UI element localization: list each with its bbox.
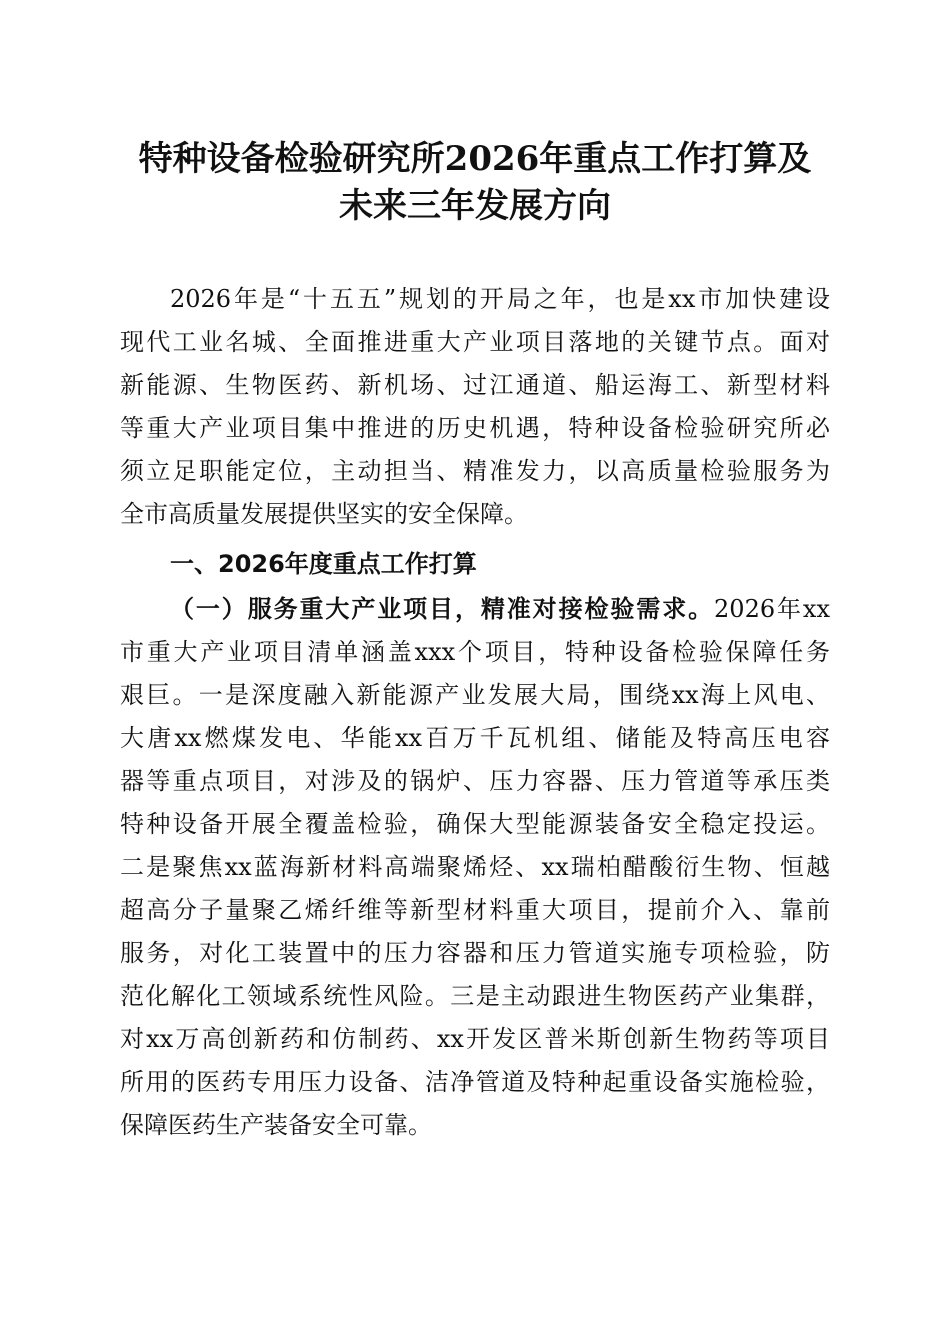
subsection-lead-rest: 2026年xx	[714, 595, 830, 623]
subsection-paragraph-line: 保障医药生产装备安全可靠。	[120, 1111, 432, 1139]
intro-paragraph-line: 全市高质量发展提供坚实的安全保障。	[120, 500, 528, 528]
intro-paragraph-line: 新能源、生物医药、新机场、过江通道、船运海工、新型材料	[120, 371, 830, 399]
intro-paragraph-line: 须立足职能定位，主动担当、精准发力，以高质量检验服务为	[120, 457, 830, 485]
subsection-paragraph-line: 服务，对化工装置中的压力容器和压力管道实施专项检验，防	[120, 939, 830, 967]
subsection-paragraph-line: 器等重点项目，对涉及的锅炉、压力容器、压力管道等承压类	[120, 767, 830, 795]
document-title-line-1: 特种设备检验研究所2026年重点工作打算及	[138, 139, 812, 179]
subsection-paragraph-line: 特种设备开展全覆盖检验，确保大型能源装备安全稳定投运。	[120, 810, 830, 838]
intro-paragraph-line: 现代工业名城、全面推进重大产业项目落地的关键节点。面对	[120, 328, 830, 356]
section-heading: 一、2026年度重点工作打算	[170, 550, 477, 578]
subsection-lead: （一）服务重大产业项目，精准对接检验需求。	[170, 594, 715, 623]
subsection-paragraph-line: 二是聚焦xx蓝海新材料高端聚烯烃、xx瑞柏醋酸衍生物、恒越	[120, 853, 830, 881]
subsection-paragraph-line: 所用的医药专用压力设备、洁净管道及特种起重设备实施检验，	[120, 1068, 830, 1096]
subsection-paragraph-line: 对xx万高创新药和仿制药、xx开发区普米斯创新生物药等项目	[120, 1025, 830, 1053]
subsection-paragraph-line: 艰巨。一是深度融入新能源产业发展大局，围绕xx海上风电、	[120, 681, 830, 709]
subsection-first-line	[120, 594, 830, 624]
subsection-paragraph-line: 市重大产业项目清单涵盖xxx个项目，特种设备检验保障任务	[120, 638, 830, 666]
intro-paragraph-line: 2026年是“十五五”规划的开局之年，也是xx市加快建设	[170, 285, 830, 313]
subsection-paragraph-line: 超高分子量聚乙烯纤维等新型材料重大项目，提前介入、靠前	[120, 896, 830, 924]
intro-paragraph-line: 等重大产业项目集中推进的历史机遇，特种设备检验研究所必	[120, 414, 830, 442]
document-title-line-2: 未来三年发展方向	[339, 186, 611, 226]
subsection-paragraph-line: 范化解化工领域系统性风险。三是主动跟进生物医药产业集群，	[120, 982, 830, 1010]
subsection-paragraph-line: 大唐xx燃煤发电、华能xx百万千瓦机组、储能及特高压电容	[120, 724, 830, 752]
